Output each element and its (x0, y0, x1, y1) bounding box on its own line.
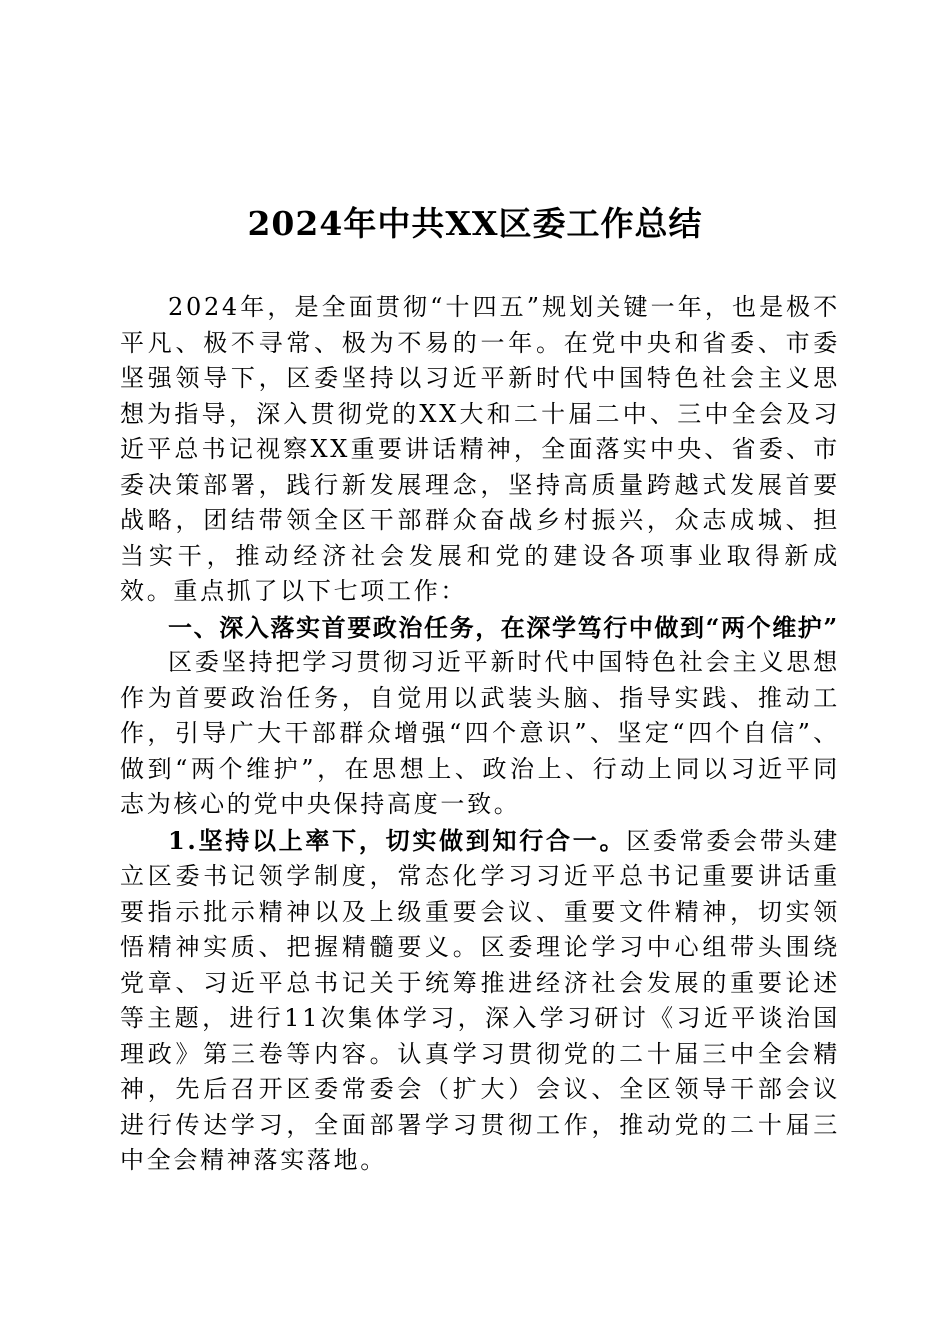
item-1-body: 区委常委会带头建立区委书记领学制度，常态化学习习近平总书记重要讲话重要指示批示精神以及上级重要会议、重要文件精神，切实领悟精神实质、把握精髓要义。区委理论学习中心组带头围绕党章、习近平总书记关于统筹推进经济社会发展的重要论述等主题，进行11次集体学习，深入学习研讨《习近平谈治国理政》第三卷等内容。认真学习贯彻党的二十届三中全会精神，先后召开区委常委会（扩大）会议、全区领导干部会议进行传达学习，全面部署学习贯彻工作，推动党的二十届三中全会精神落实落地。 (120, 826, 841, 1174)
item-1-lead: 1.坚持以上率下，切实做到知行合一。 (168, 825, 627, 855)
section-heading-1: 一、深入落实首要政治任务，在深学笃行中做到“两个维护” (168, 612, 839, 642)
section-1-paragraph: 区委坚持把学习贯彻习近平新时代中国特色社会主义思想作为首要政治任务，自觉用以武装头脑、指导实践、推动工作，引导广大干部群众增强“四个意识”、坚定“四个自信”、做到“两个维护”，在思想上、政治上、行动上同以习近平同志为核心的党中央保持高度一致。 (120, 648, 840, 818)
document-title: 2024年中共XX区委工作总结 (247, 204, 703, 243)
document-body (120, 290, 840, 1179)
item-1-paragraph (120, 823, 840, 1179)
intro-paragraph: 2024年，是全面贯彻“十四五”规划关键一年，也是极不平凡、极不寻常、极为不易的一年。在党中央和省委、市委坚强领导下，区委坚持以习近平新时代中国特色社会主义思想为指导，深入贯彻党的XX大和二十届二中、三中全会及习近平总书记视察XX重要讲话精神，全面落实中央、省委、市委决策部署，践行新发展理念，坚持高质量跨越式发展首要战略，团结带领全区干部群众奋战乡村振兴，众志成城、担当实干，推动经济社会发展和党的建设各项事业取得新成效。重点抓了以下七项工作： (120, 293, 840, 605)
